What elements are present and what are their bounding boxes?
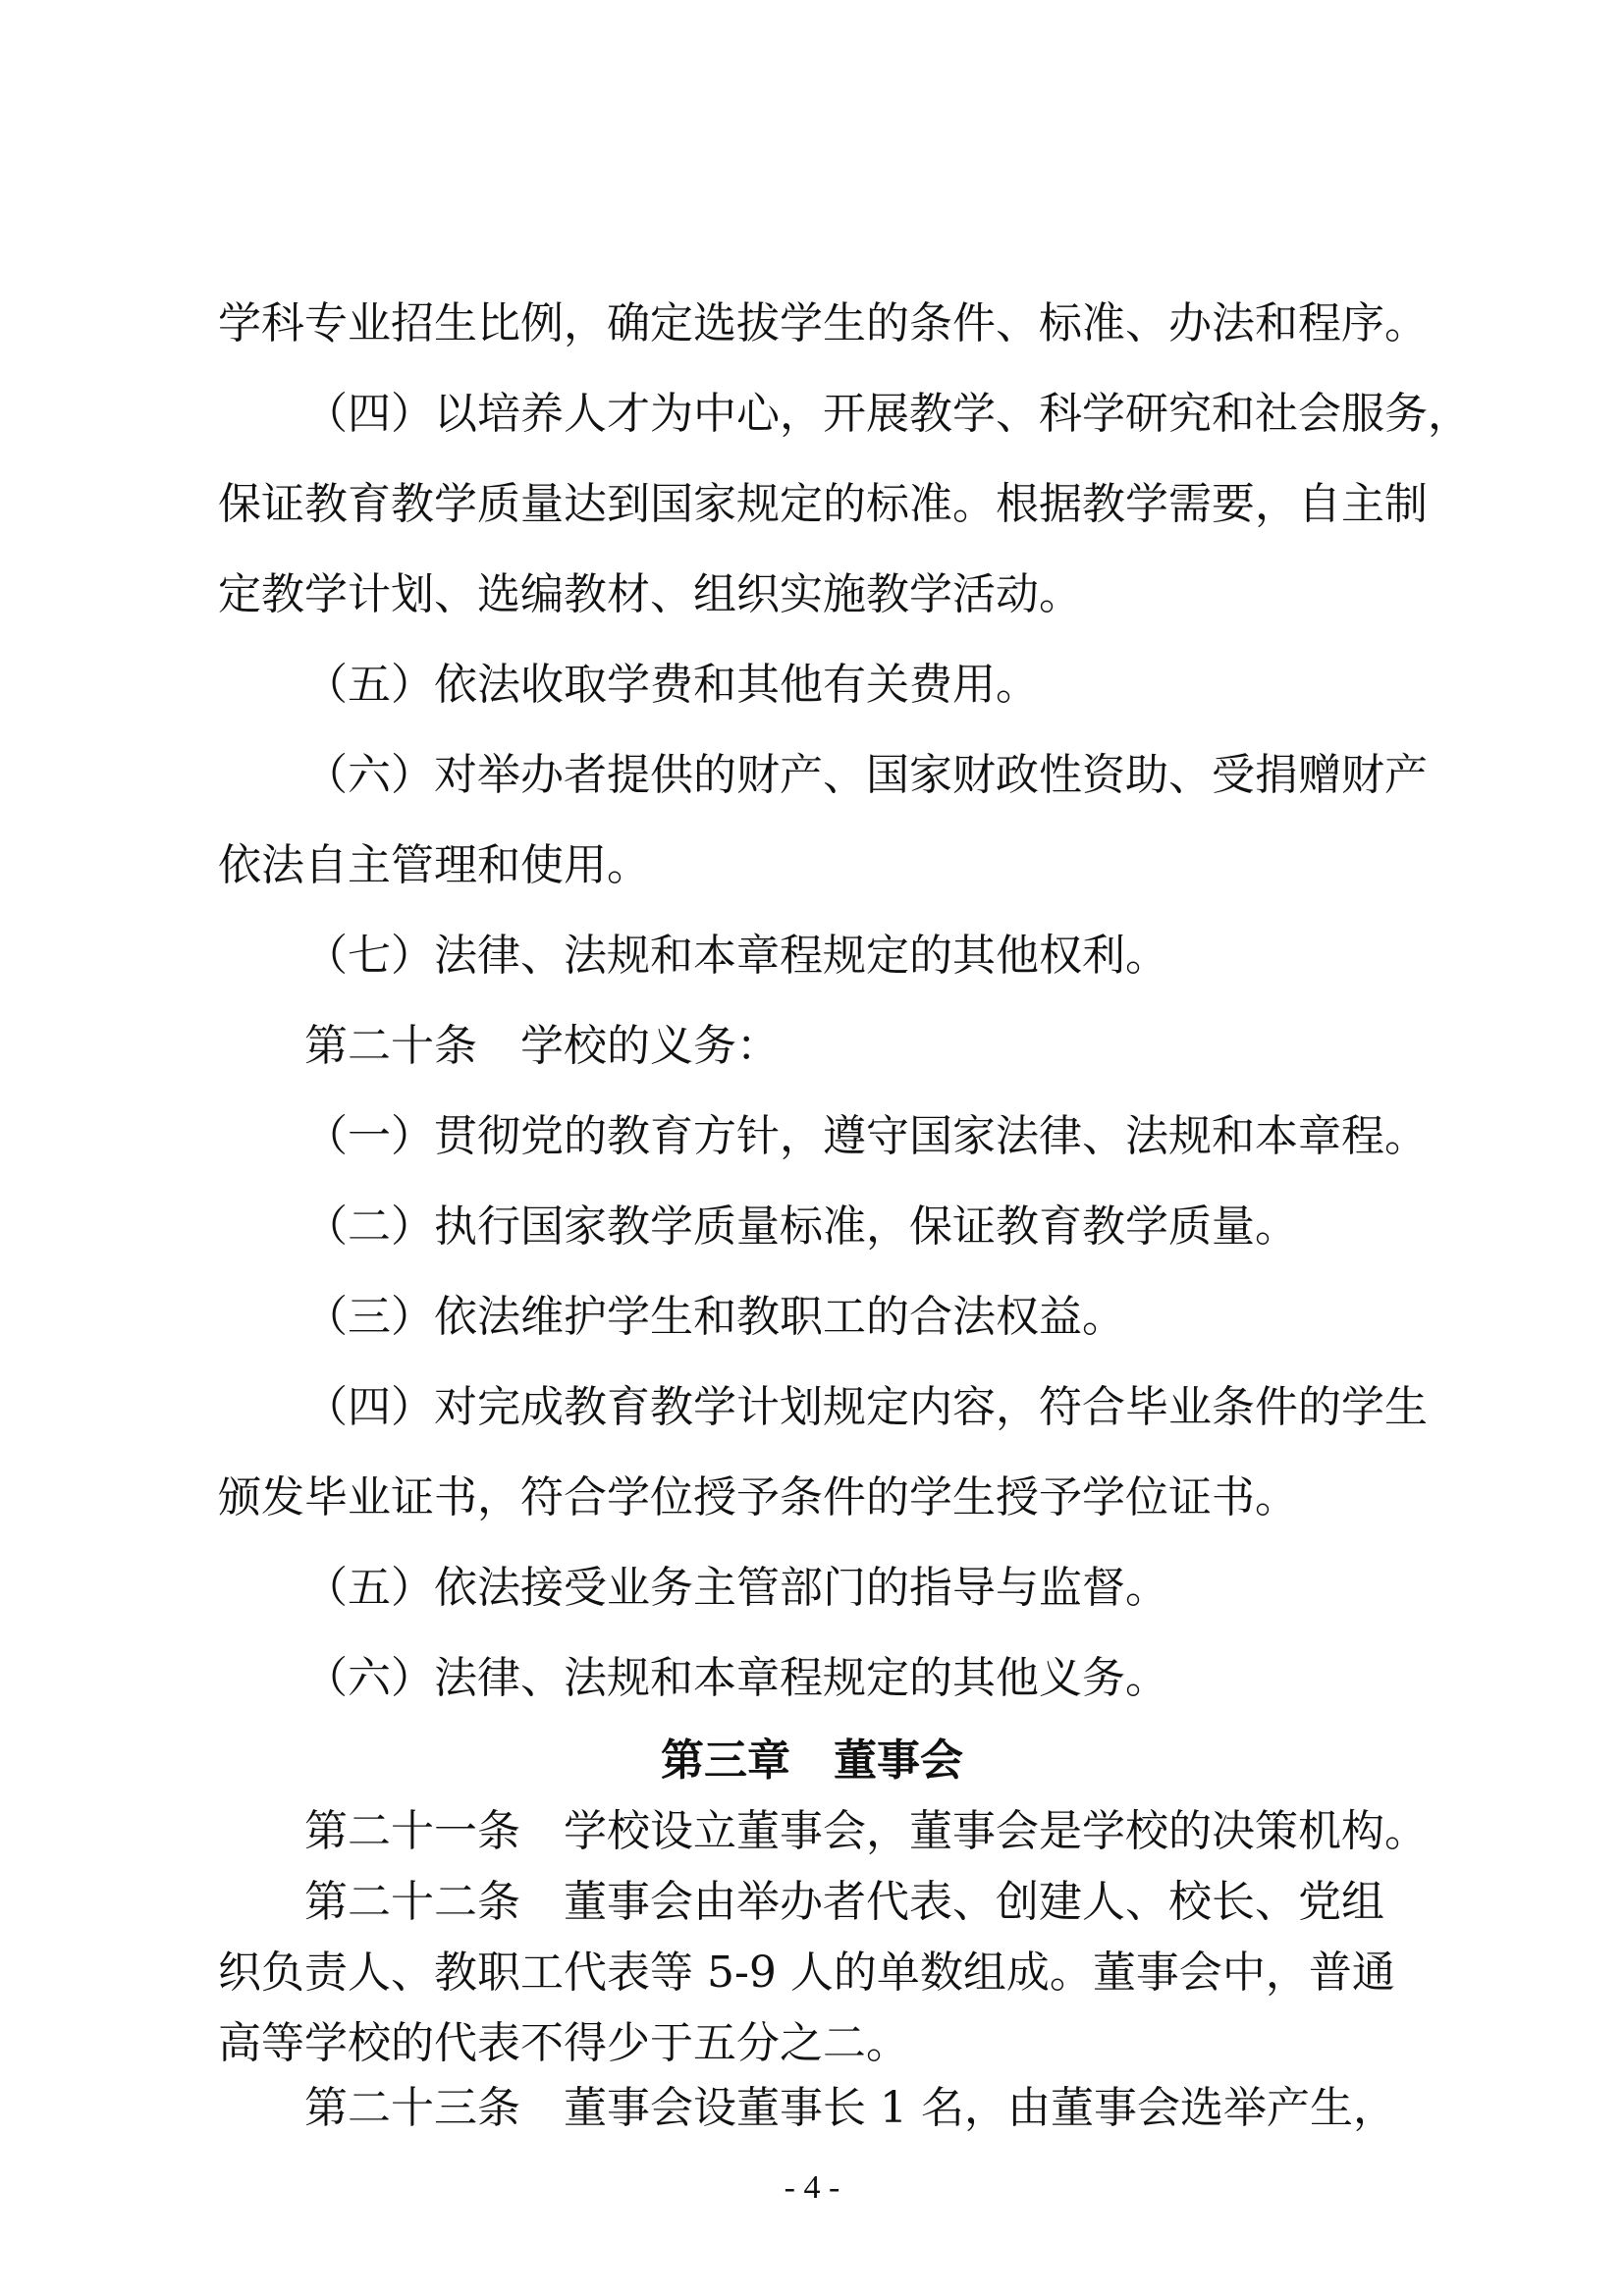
- paragraph-line: 第二十三条 董事会设董事长 1 名，由董事会选举产生，: [304, 2083, 1396, 2133]
- paragraph-line: （四）以培养人才为中心，开展教学、科学研究和社会服务，: [304, 389, 1471, 439]
- paragraph-line: 定教学计划、选编教材、组织实施教学活动。: [218, 569, 1082, 619]
- paragraph-line: （五）依法收取学费和其他有关费用。: [304, 660, 1039, 710]
- paragraph-line: （七）法律、法规和本章程规定的其他权利。: [304, 931, 1168, 981]
- paragraph-line: 第二十二条 董事会由举办者代表、创建人、校长、党组: [304, 1877, 1384, 1927]
- page-number: - 4 -: [784, 2169, 840, 2206]
- paragraph-line: 依法自主管理和使用。: [218, 840, 650, 890]
- paragraph-line: 保证教育教学质量达到国家规定的标准。根据教学需要，自主制: [218, 479, 1428, 529]
- paragraph-line: （三）依法维护学生和教职工的合法权益。: [304, 1292, 1125, 1342]
- article-heading-line: 第二十条 学校的义务：: [304, 1021, 780, 1071]
- paragraph-line: （六）法律、法规和本章程规定的其他义务。: [304, 1653, 1168, 1703]
- paragraph-line: 颁发毕业证书，符合学位授予条件的学生授予学位证书。: [218, 1472, 1298, 1522]
- paragraph-line: （一）贯彻党的教育方针，遵守国家法律、法规和本章程。: [304, 1111, 1428, 1161]
- paragraph-line: 学科专业招生比例，确定选拔学生的条件、标准、办法和程序。: [218, 298, 1428, 348]
- paragraph-line: （五）依法接受业务主管部门的指导与监督。: [304, 1563, 1168, 1613]
- paragraph-line: （二）执行国家教学质量标准，保证教育教学质量。: [304, 1201, 1298, 1252]
- chapter-heading: 第三章 董事会: [661, 1735, 963, 1786]
- paragraph-line: 第二十一条 学校设立董事会，董事会是学校的决策机构。: [304, 1806, 1428, 1856]
- paragraph-line: 织负责人、教职工代表等 5-9 人的单数组成。董事会中，普通: [218, 1948, 1395, 1998]
- paragraph-line: 高等学校的代表不得少于五分之二。: [218, 2018, 909, 2068]
- paragraph-line: （四）对完成教育教学计划规定内容，符合毕业条件的学生: [304, 1382, 1428, 1432]
- paragraph-line: （六）对举办者提供的财产、国家财政性资助、受捐赠财产: [304, 750, 1428, 800]
